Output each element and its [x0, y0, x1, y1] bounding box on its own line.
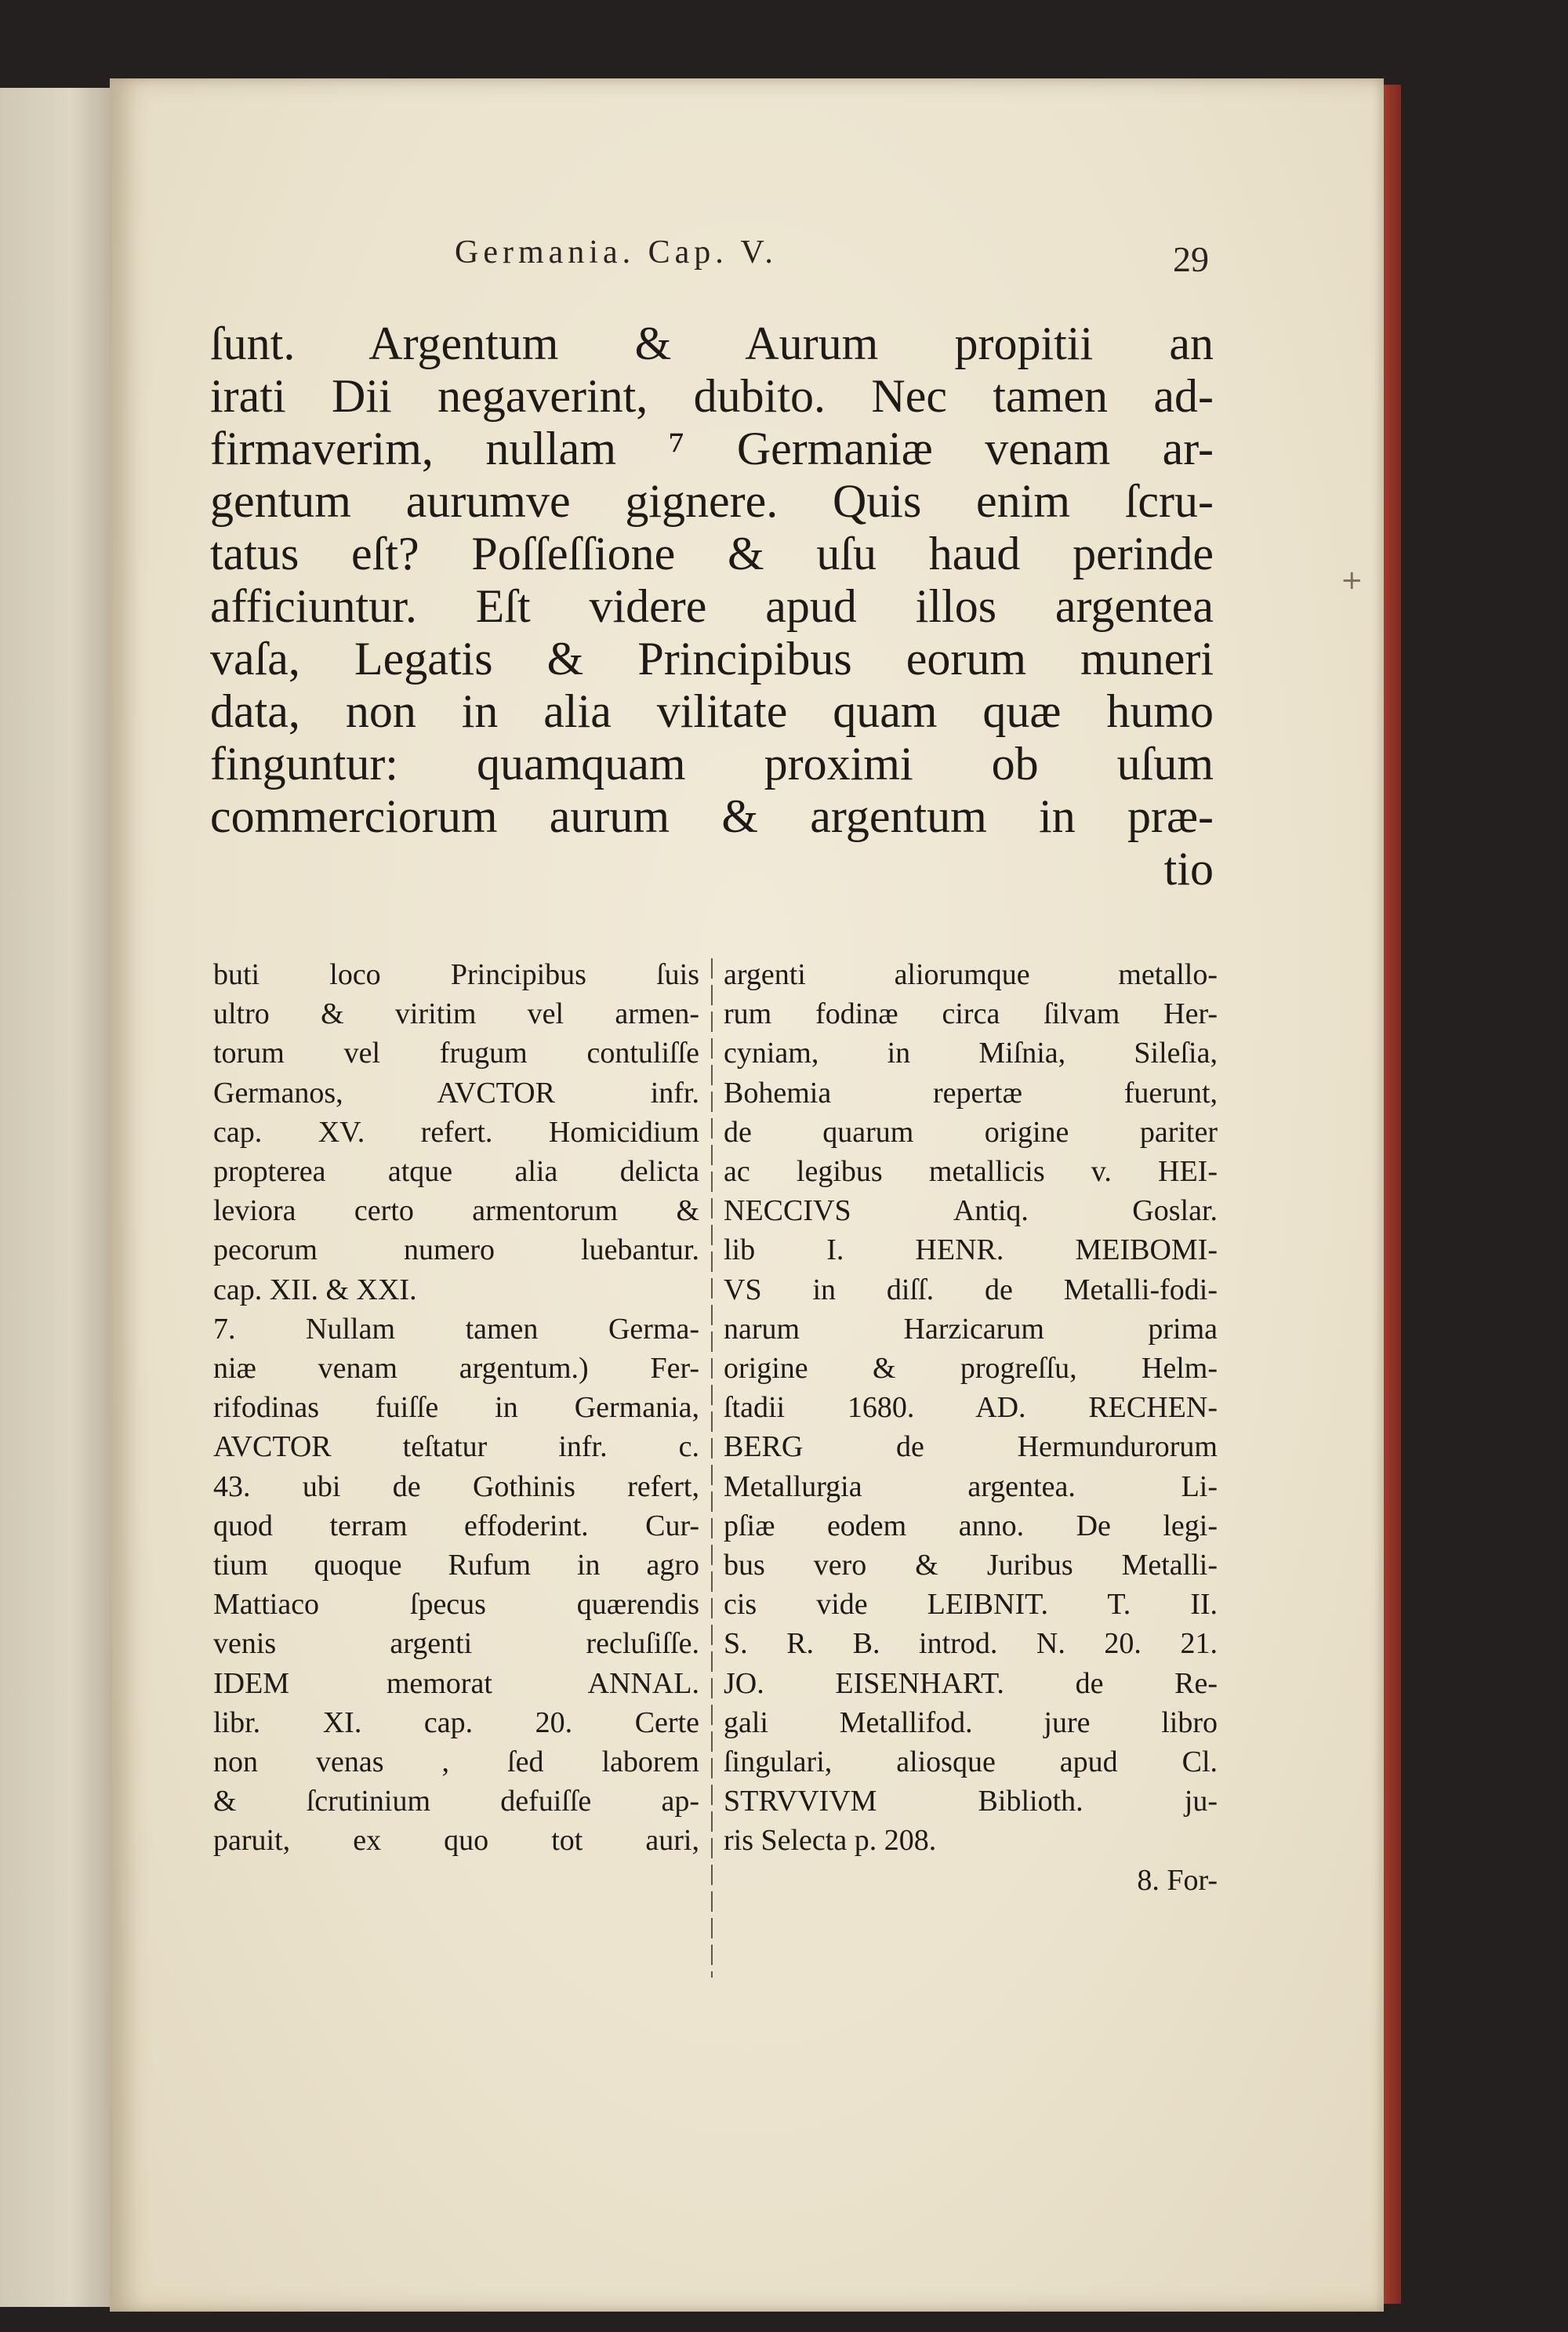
footnote-line: S. R. B. introd. N. 20. 21. [724, 1627, 1218, 1661]
footnote-line: & ſcrutinium defuiſſe ap- [213, 1785, 699, 1818]
footnote-line: pecorum numero luebantur. [213, 1233, 699, 1267]
main-text-line: ſunt. Argentum & Aurum propitii an [210, 318, 1214, 369]
running-header [455, 234, 1239, 281]
main-text-line: firmaverim, nullam ⁷ Germaniæ venam ar- [210, 423, 1214, 474]
footnote-line: 43. ubi de Gothinis refert, [213, 1469, 699, 1503]
footnote-line: argenti aliorumque metallo- [724, 958, 1218, 991]
footnote-line: ac legibus metallicis v. HEI- [724, 1155, 1218, 1189]
footnote-line: quod terram effoderint. Cur- [213, 1509, 699, 1542]
footnote-line: ſingulari, aliosque apud Cl. [724, 1745, 1218, 1779]
footnote-line: STRVVIVM Biblioth. ju- [724, 1785, 1218, 1818]
footnote-line: BERG de Hermundurorum [724, 1430, 1218, 1464]
footnote-line: pſiæ eodem anno. De legi- [724, 1509, 1218, 1542]
footnote-line: cyniam, in Miſnia, Sileſia, [724, 1037, 1218, 1070]
margin-plus-mark: + [1341, 565, 1363, 596]
footnote-line: tium quoque Rufum in agro [213, 1549, 699, 1582]
footnote-line: ultro & viritim vel armen- [213, 997, 699, 1031]
footnote-line: JO. EISENHART. de Re- [724, 1666, 1218, 1700]
previous-page-edge [0, 88, 118, 2307]
footnote-line: torum vel frugum contuliſſe [213, 1037, 699, 1070]
footnote-column-left [213, 955, 699, 1861]
footnote-line: rum fodinæ circa ſilvam Her- [724, 997, 1218, 1031]
footnote-column-right [724, 955, 1218, 1900]
footnote-line: IDEM memorat ANNAL. [213, 1666, 699, 1700]
column-divider [711, 958, 713, 1978]
footnote-line: paruit, ex quo tot auri, [213, 1824, 699, 1858]
footnote-line: de quarum origine pariter [724, 1115, 1218, 1149]
main-text-line: afficiuntur. Eſt videre apud illos argentea [210, 580, 1214, 632]
footnote-line: NECCIVS Antiq. Goslar. [724, 1194, 1218, 1228]
main-text-line: irati Dii negaverint, dubito. Nec tamen ad- [210, 370, 1214, 422]
footnote-line: origine & progreſſu, Helm- [724, 1352, 1218, 1386]
footnote-line: libr. XI. cap. 20. Certe [213, 1705, 699, 1739]
footnote-line: venis argenti recluſiſſe. [213, 1627, 699, 1661]
main-text-line: vaſa, Legatis & Principibus eorum muneri [210, 633, 1214, 685]
footnote-line: Mattiaco ſpecus quærendis [213, 1588, 699, 1622]
footnote-line: non venas , ſed laborem [213, 1745, 699, 1779]
main-text-line: tatus eſt? Poſſeſſione & uſu haud perinde [210, 528, 1214, 579]
footnote-line: 7. Nullam tamen Germa- [213, 1312, 699, 1346]
footnote-line: narum Harzicarum prima [724, 1312, 1218, 1346]
footnote-line: ris Selecta p. 208. [724, 1824, 937, 1858]
footnote-line: ſtadii 1680. AD. RECHEN- [724, 1391, 1218, 1425]
main-text-block [210, 318, 1214, 895]
running-title: Germania. Cap. V. [455, 234, 778, 271]
main-text-line: finguntur: quamquam proximi ob uſum [210, 738, 1214, 790]
footnote-line: propterea atque alia delicta [213, 1155, 699, 1189]
footnote-line: Bohemia repertæ fuerunt, [724, 1076, 1218, 1110]
footnote-line: cap. XII. & XXI. [213, 1273, 417, 1306]
footnote-line: VS in diſſ. de Metalli-fodi- [724, 1273, 1218, 1306]
footnote-line: cap. XV. refert. Homicidium [213, 1115, 699, 1149]
footnote-line: rifodinas fuiſſe in Germania, [213, 1391, 699, 1425]
page-number: 29 [1173, 239, 1209, 279]
footnote-line: AVCTOR teſtatur infr. c. [213, 1430, 699, 1464]
footnote-line: buti loco Principibus ſuis [213, 958, 699, 991]
footnote-line: lib I. HENR. MEIBOMI- [724, 1233, 1218, 1267]
catchword: 8. For- [1137, 1863, 1218, 1897]
footnote-line: niæ venam argentum.) Fer- [213, 1352, 699, 1386]
footnote-line: gali Metallifod. jure libro [724, 1705, 1218, 1739]
footnote-line: leviora certo armentorum & [213, 1194, 699, 1228]
footnote-line: Germanos, AVCTOR infr. [213, 1076, 699, 1110]
footnote-line: bus vero & Juribus Metalli- [724, 1549, 1218, 1582]
red-page-edge [1384, 85, 1401, 2304]
main-text-line: data, non in alia vilitate quam quæ humo [210, 685, 1214, 737]
main-text-line: commerciorum aurum & argentum in præ- [210, 790, 1214, 842]
main-text-line: gentum aurumve gignere. Quis enim ſcru- [210, 475, 1214, 527]
footnote-line: cis vide LEIBNIT. T. II. [724, 1588, 1218, 1622]
footnote-line: Metallurgia argentea. Li- [724, 1469, 1218, 1503]
main-text-line: tio [1163, 843, 1214, 895]
